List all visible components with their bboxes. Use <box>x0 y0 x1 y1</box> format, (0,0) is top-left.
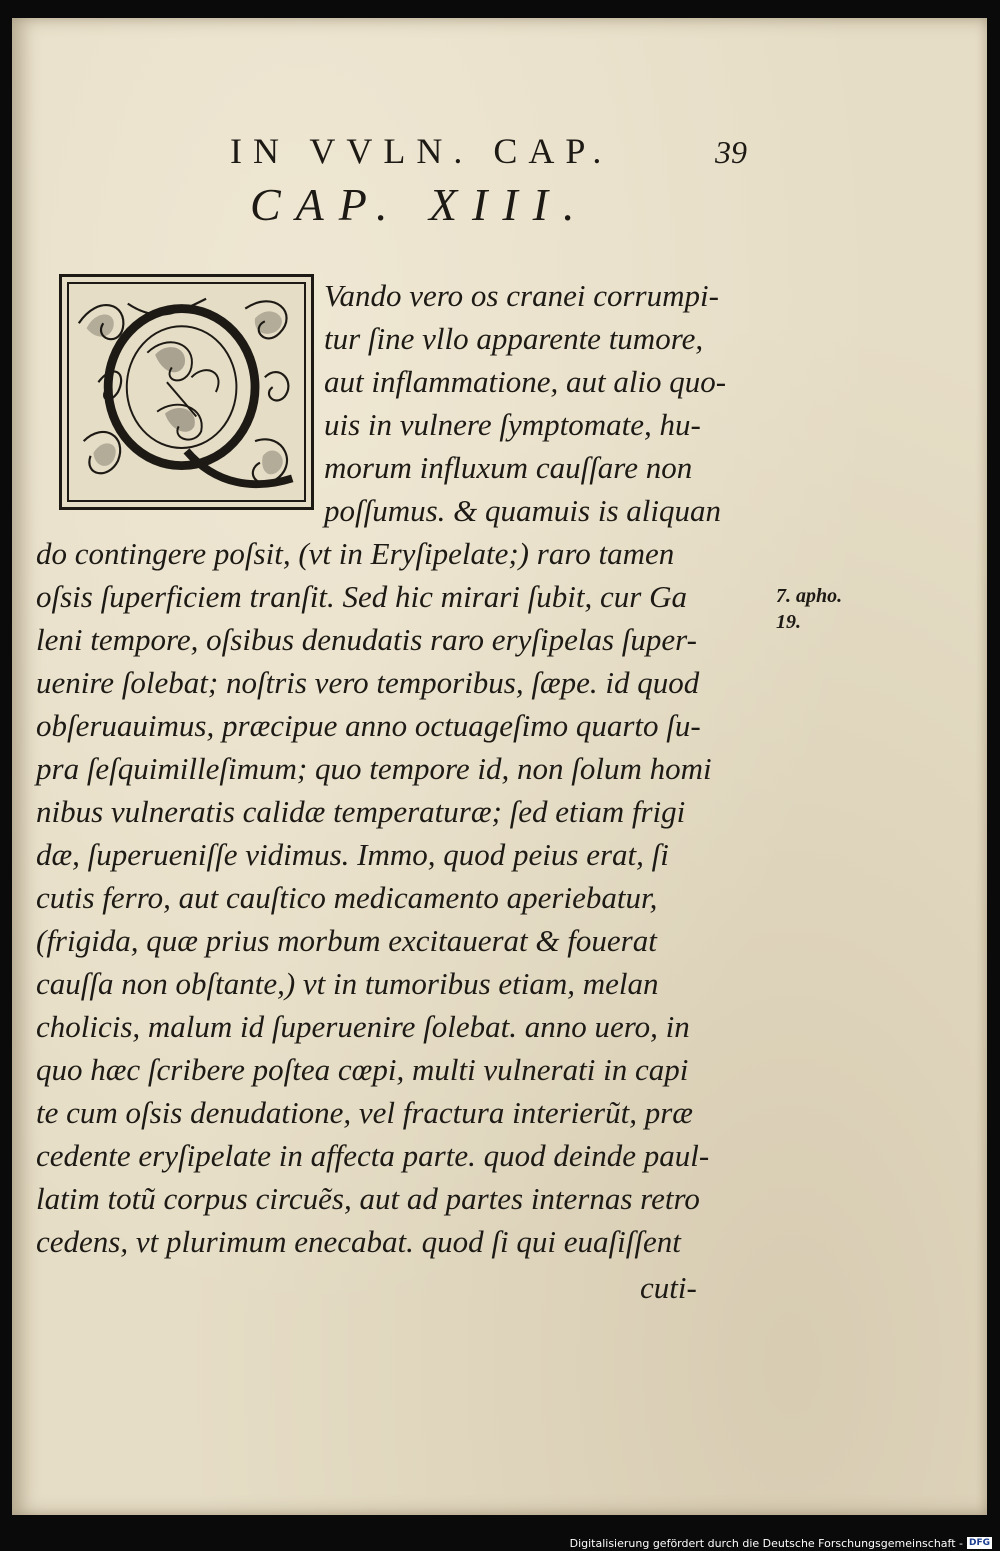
text-line: aut inflammatione, aut alio quo- <box>324 364 727 399</box>
text-line: cedens, vt plurimum enecabat. quod ſi qui euaſiſſent <box>36 1224 681 1259</box>
running-head: IN VVLN. CAP. <box>230 131 613 171</box>
text-line: tur ſine vllo apparente tumore, <box>324 321 704 356</box>
decorated-initial-q-icon <box>67 282 306 502</box>
decorated-initial <box>59 274 314 510</box>
text-line: uenire ſolebat; noſtris vero temporibus, ſæpe. id quod <box>36 665 700 700</box>
catchword: cuti- <box>640 1270 697 1305</box>
text-line: dæ, ſuperueniſſe vidimus. Immo, quod peius erat, ſi <box>36 837 669 872</box>
margin-note: 7. apho. <box>776 585 843 607</box>
text-line: leni tempore, oſsibus denudatis raro eryſipelas ſuper- <box>36 622 697 657</box>
text-line: Vando vero os cranei corrumpi- <box>324 278 719 313</box>
margin-note: 19. <box>776 611 801 633</box>
text-line: te cum oſsis denudatione, vel fractura interierũt, præ <box>36 1095 693 1130</box>
text-line: cutis ferro, aut cauſtico medicamento aperiebatur, <box>36 880 658 915</box>
digitization-footer <box>570 1535 992 1551</box>
text-line: pra ſeſquimilleſimum; quo tempore id, non ſolum homi <box>36 751 712 786</box>
book-page <box>12 18 987 1515</box>
text-line: quo hæc ſcribere poſtea cœpi, multi vulnerati in capi <box>36 1052 689 1087</box>
text-line: poſſumus. & quamuis is aliquan <box>324 493 722 528</box>
text-line: morum influxum cauſſare non <box>324 450 693 485</box>
text-line: obſeruauimus, præcipue anno octuageſimo quarto ſu- <box>36 708 701 743</box>
footer-text: Digitalisierung gefördert durch die Deutsche Forschungsgemeinschaft - <box>569 1536 963 1550</box>
text-line: uis in vulnere ſymptomate, hu- <box>324 407 701 442</box>
text-line: do contingere poſsit, (vt in Eryſipelate;) raro tamen <box>36 536 675 571</box>
text-line: cedente eryſipelate in affecta parte. quod deinde paul- <box>36 1138 710 1173</box>
text-line: cholicis, malum id ſuperuenire ſolebat. anno uero, in <box>36 1009 690 1044</box>
text-line: cauſſa non obſtante,) vt in tumoribus etiam, melan <box>36 966 659 1001</box>
text-line: (frigida, quæ prius morbum excitauerat & fouerat <box>36 923 657 958</box>
page-number: 39 <box>715 134 747 170</box>
text-line: oſsis ſuperficiem tranſit. Sed hic mirari ſubit, cur Ga <box>36 579 687 614</box>
dfg-logo: DFG <box>968 1538 990 1548</box>
text-line: nibus vulneratis calidæ temperaturæ; ſed etiam frigi <box>36 794 686 829</box>
chapter-title: CAP. XIII. <box>250 179 590 230</box>
text-line: latim totũ corpus circuẽs, aut ad partes internas retro <box>36 1181 700 1216</box>
